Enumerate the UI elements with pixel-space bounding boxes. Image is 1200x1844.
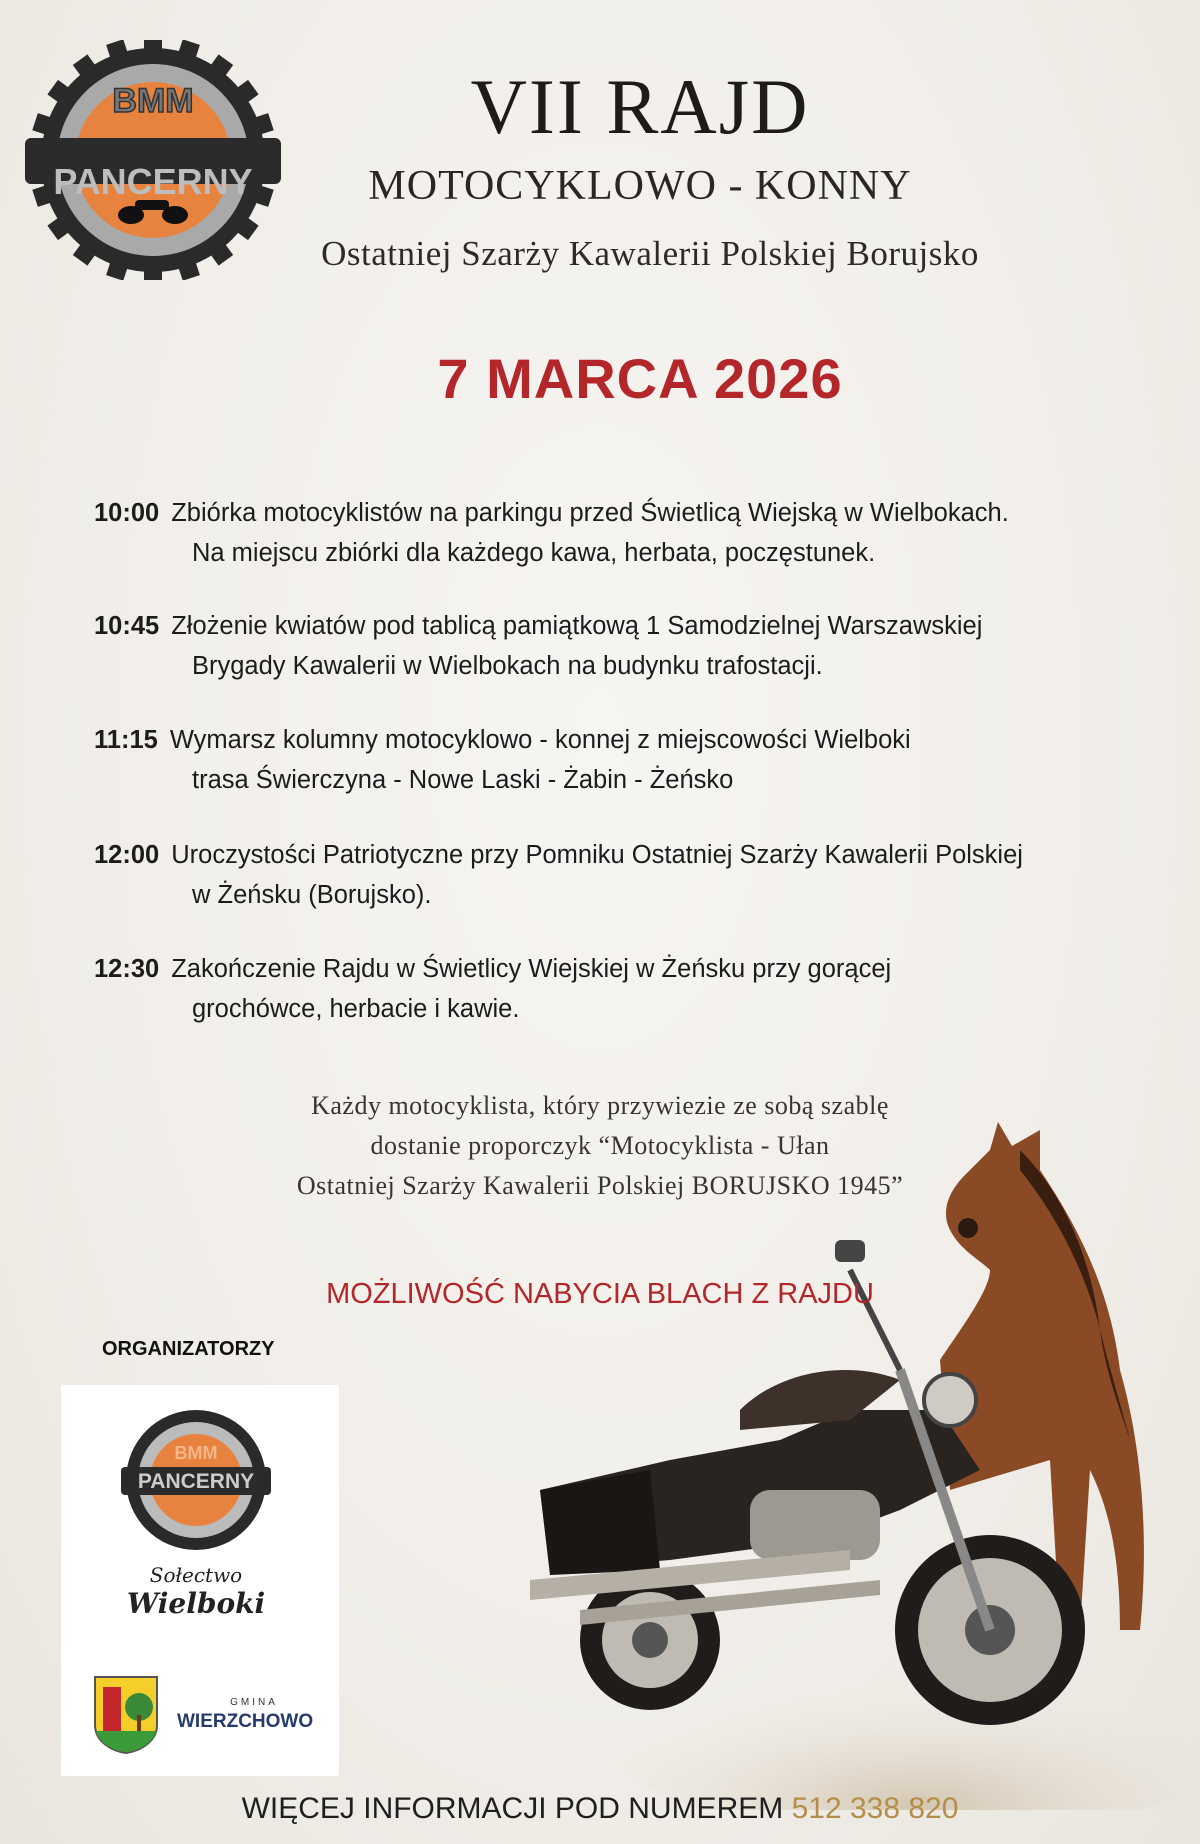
schedule-time: 10:45 (94, 612, 160, 640)
schedule-item (94, 720, 1184, 800)
note-line: dostanie proporczyk “Motocyklista - Ułan (370, 1131, 830, 1160)
organizer-logo-bmm-pancerny (121, 1405, 271, 1555)
svg-text:PANCERNY: PANCERNY (53, 161, 253, 202)
schedule-item (94, 493, 1184, 573)
sabre-note (180, 1086, 1020, 1206)
event-date: 7 MARCA 2026 (437, 347, 843, 410)
organizer-logo-solectwo-wielboki (111, 1563, 281, 1653)
schedule-text-continued: w Żeńsku (Borujsko). (192, 881, 432, 909)
logo-text: GMINA (230, 1697, 278, 1708)
schedule-time: 11:15 (94, 726, 158, 754)
note-line: Ostatniej Szarży Kawalerii Polskiej BORUJSKO 1945” (296, 1171, 904, 1200)
schedule-item (94, 606, 1184, 686)
gear-tooth (144, 264, 162, 280)
organizers-logos (61, 1385, 339, 1776)
svg-text:PANCERNY: PANCERNY (137, 1470, 255, 1493)
coat-of-arms-icon (93, 1675, 159, 1755)
schedule-text: Uroczystości Patriotyczne przy Pomniku Ostatniej Szarży Kawalerii Polskiej (171, 841, 1023, 869)
horse-and-motorcycle-image (520, 1110, 1200, 1810)
schedule-text-continued: Na miejscu zbiórki dla każdego kawa, herbata, poczęstunek. (192, 539, 876, 567)
schedule-item (94, 949, 1184, 1029)
event-title: VII RAJD (470, 63, 810, 150)
schedule-text-continued: trasa Świerczyna - Nowe Laski - Żabin - Żeńsko (192, 766, 734, 794)
gear-tooth (144, 40, 162, 56)
logo-text: Sołectwo (149, 1563, 243, 1587)
organizers-heading: ORGANIZATORZY (102, 1338, 275, 1360)
schedule-text-continued: grochówce, herbacie i kawie. (192, 995, 520, 1023)
organizer-logo-gmina-wierzchowo (93, 1675, 333, 1765)
schedule-text: Wymarsz kolumny motocyklowo - konnej z miejscowości Wielboki (169, 726, 911, 754)
logo-text: WIERZCHOWO (177, 1711, 314, 1732)
svg-text:BMM: BMM (174, 1443, 218, 1463)
schedule-text: Zakończenie Rajdu w Świetlicy Wiejskiej w Żeńsku przy gorącej (171, 955, 892, 983)
schedule-text-continued: Brygady Kawalerii w Wielbokach na budynku trafostacji. (192, 652, 823, 680)
svg-text:BMM: BMM (112, 82, 194, 120)
schedule-item (94, 835, 1184, 915)
event-subtitle: MOTOCYKLOWO - KONNY (368, 163, 912, 209)
schedule-time: 10:00 (94, 499, 160, 527)
badges-purchase-notice: MOŻLIWOŚĆ NABYCIA BLACH Z RAJDU (326, 1278, 874, 1310)
note-line: Każdy motocyklista, który przywiezie ze sobą szablę (311, 1091, 889, 1120)
event-subtitle-location: Ostatniej Szarży Kawalerii Polskiej Borujsko (321, 234, 979, 273)
schedule-time: 12:30 (94, 955, 160, 983)
schedule-text: Złożenie kwiatów pod tablicą pamiątkową 1 Samodzielnej Warszawskiej (171, 612, 983, 640)
contact-info (0, 1792, 1200, 1826)
schedule-text: Zbiórka motocyklistów na parkingu przed Świetlicą Wiejską w Wielbokach. (171, 499, 1009, 527)
contact-text: WIĘCEJ INFORMACJI POD NUMEREM (241, 1792, 784, 1825)
logo-text: Wielboki (126, 1587, 266, 1620)
mirror-icon (835, 1240, 865, 1262)
schedule-time: 12:00 (94, 841, 160, 869)
phone-number: 512 338 820 (791, 1792, 959, 1825)
